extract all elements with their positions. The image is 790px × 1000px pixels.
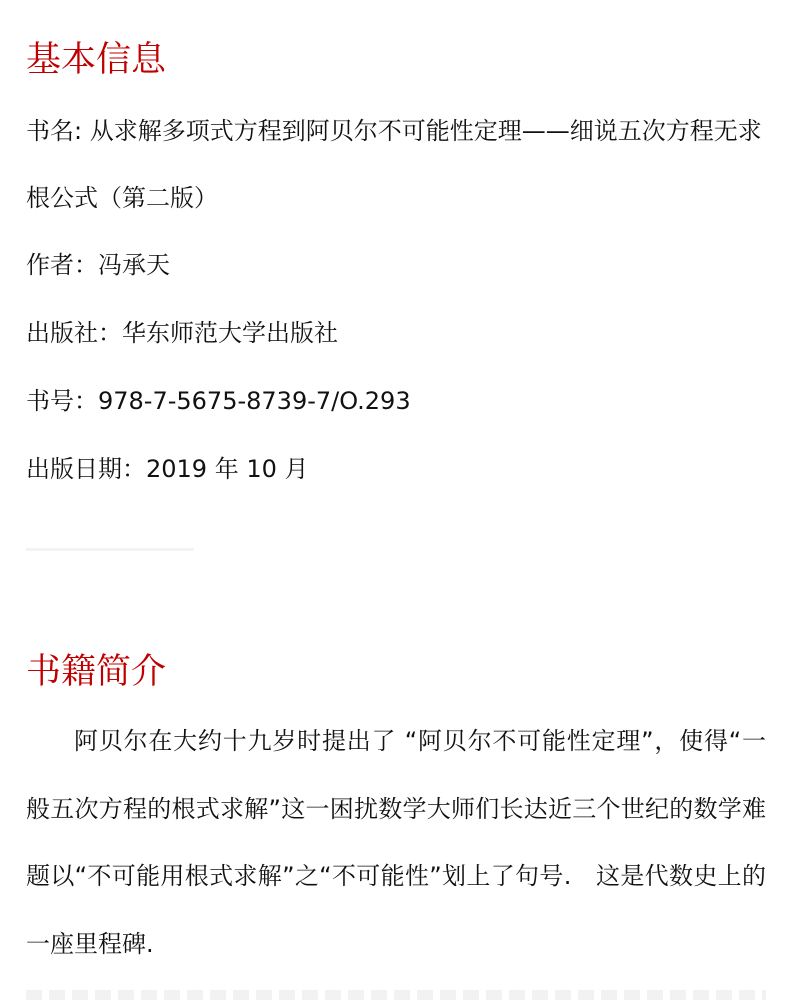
book-title-line-2: 根公式（第二版） (26, 184, 218, 212)
introduction-paragraph: 阿贝尔在大约十九岁时提出了 “阿贝尔不可能性定理”，使得“一般五次方程的根式求解”这一困扰数学大师们长达近三个世纪的数学难题以“不可能用根式求解”之“不可能性”划上了句号. 这是代数史上的一座里程碑. (26, 727, 766, 958)
cut-off-next-line (26, 990, 766, 1000)
publisher-line: 出版社：华东师范大学出版社 (26, 319, 338, 347)
introduction-heading: 书籍简介 (26, 652, 167, 692)
publish-date-line: 出版日期：2019 年 10 月 (26, 455, 309, 483)
faint-divider (26, 548, 194, 551)
book-title-line-1: 书名: 从求解多项式方程到阿贝尔不可能性定理——细说五次方程无求 (26, 117, 762, 145)
basic-info-heading: 基本信息 (26, 40, 167, 80)
author-line: 作者：冯承天 (26, 251, 170, 279)
isbn-line: 书号：978-7-5675-8739-7/O.293 (26, 387, 411, 415)
